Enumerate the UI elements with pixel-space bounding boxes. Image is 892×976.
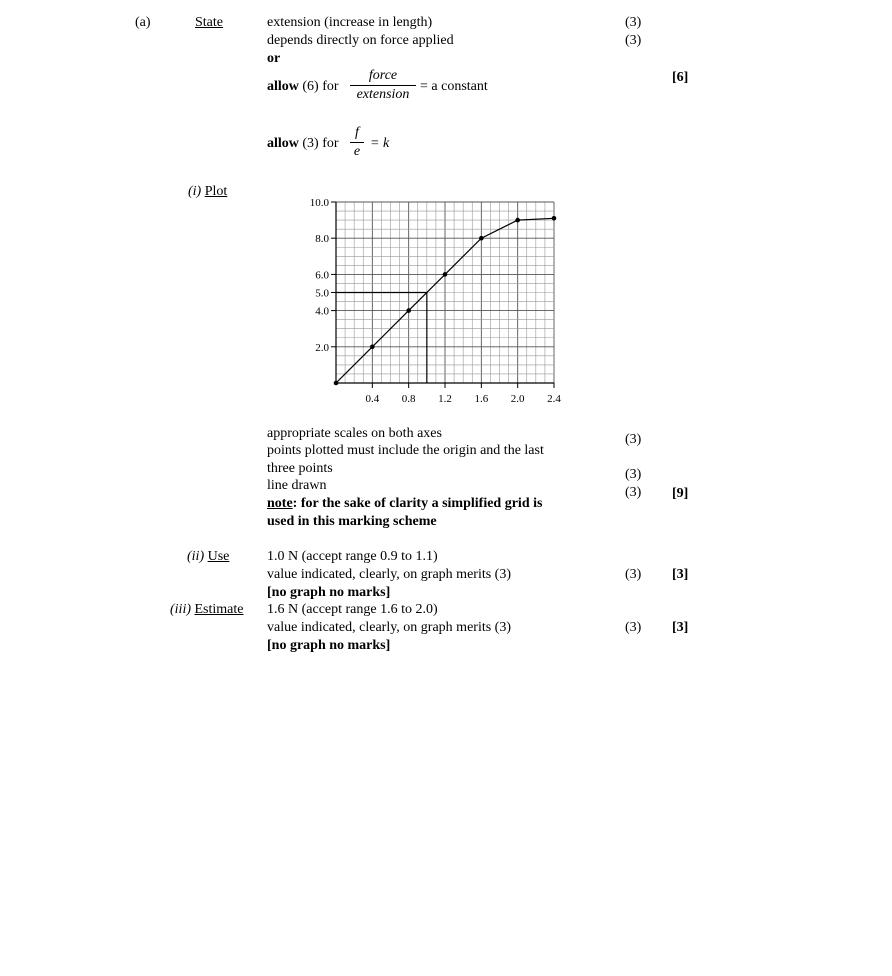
allow-three-rest: (3) for <box>298 136 339 151</box>
estimate-line-1: 1.6 N (accept range 1.6 to 2.0) <box>267 602 438 617</box>
data-point <box>370 345 375 350</box>
data-point <box>552 216 557 221</box>
use-label <box>187 548 229 565</box>
plot-mark-3: (3) <box>625 485 642 500</box>
x-tick-label: 1.6 <box>474 393 489 405</box>
data-point <box>515 218 520 223</box>
y-tick-label: 8.0 <box>315 233 329 246</box>
use-mark: (3) <box>625 567 642 582</box>
state-mark-2: (3) <box>625 33 642 48</box>
use-line-2: value indicated, clearly, on graph merits (3) <box>267 567 511 582</box>
note-rest-1: : for the sake of clarity a simplified grid is <box>292 496 543 511</box>
data-point <box>479 236 484 241</box>
use-word: Use <box>207 549 230 564</box>
plot-criterion-2b: three points <box>267 461 333 476</box>
y-tick-label: 6.0 <box>315 269 329 282</box>
state-line-1: extension (increase in length) <box>267 15 433 30</box>
fraction-denominator-e: e <box>353 144 361 159</box>
state-total: [6] <box>672 70 689 85</box>
allow-three-bold: allow <box>267 136 299 151</box>
use-number: (ii) <box>187 549 205 564</box>
data-point <box>443 272 448 277</box>
data-point <box>334 381 339 386</box>
estimate-word: Estimate <box>194 602 244 617</box>
plot-total: [9] <box>672 486 689 501</box>
fraction-numerator: force <box>368 68 398 83</box>
plot-mark-1: (3) <box>625 432 642 447</box>
plot-criterion-3: line drawn <box>267 478 327 493</box>
plot-note-1 <box>267 495 542 512</box>
note-word: note <box>267 496 293 511</box>
part-label: (a) <box>135 15 151 30</box>
y-tick-label: 2.0 <box>315 341 329 354</box>
estimate-line-3: [no graph no marks] <box>267 638 391 653</box>
state-or: or <box>267 51 281 66</box>
constant-text: = a constant <box>420 79 488 94</box>
estimate-total: [3] <box>672 620 689 635</box>
x-tick-label: 2.4 <box>547 393 561 405</box>
plot-word: Plot <box>204 184 228 199</box>
allow-six-rest: (6) for <box>298 79 339 94</box>
x-tick-label: 0.8 <box>401 393 416 405</box>
use-line-3: [no graph no marks] <box>267 585 391 600</box>
data-point <box>406 308 411 313</box>
use-total: [3] <box>672 567 689 582</box>
fraction-numerator-f: f <box>355 125 359 140</box>
x-tick-label: 2.0 <box>510 393 525 405</box>
estimate-line-2: value indicated, clearly, on graph merits (3) <box>267 620 511 635</box>
y-tick-label: 4.0 <box>315 305 329 318</box>
y-tick-label: 10.0 <box>309 197 329 209</box>
plot-criterion-1: appropriate scales on both axes <box>267 426 442 441</box>
estimate-mark: (3) <box>625 620 642 635</box>
plot-number: (i) <box>188 184 202 199</box>
y-tick-label: 5.0 <box>315 287 329 300</box>
state-label: State <box>195 15 223 30</box>
estimate-label <box>170 601 244 618</box>
x-tick-label: 0.4 <box>365 393 380 405</box>
estimate-number: (iii) <box>170 602 191 617</box>
state-mark-1: (3) <box>625 15 642 30</box>
plot-criterion-2a: points plotted must include the origin and the last <box>267 443 544 458</box>
fraction-denominator: extension <box>356 87 410 102</box>
equals-k-text: = k <box>370 136 390 151</box>
plot-mark-2: (3) <box>625 467 642 482</box>
allow-six-bold: allow <box>267 79 299 94</box>
use-line-1: 1.0 N (accept range 0.9 to 1.1) <box>267 549 438 564</box>
state-line-2: depends directly on force applied <box>267 33 454 48</box>
plot-note-2: used in this marking scheme <box>267 514 437 529</box>
x-tick-label: 1.2 <box>438 393 452 405</box>
